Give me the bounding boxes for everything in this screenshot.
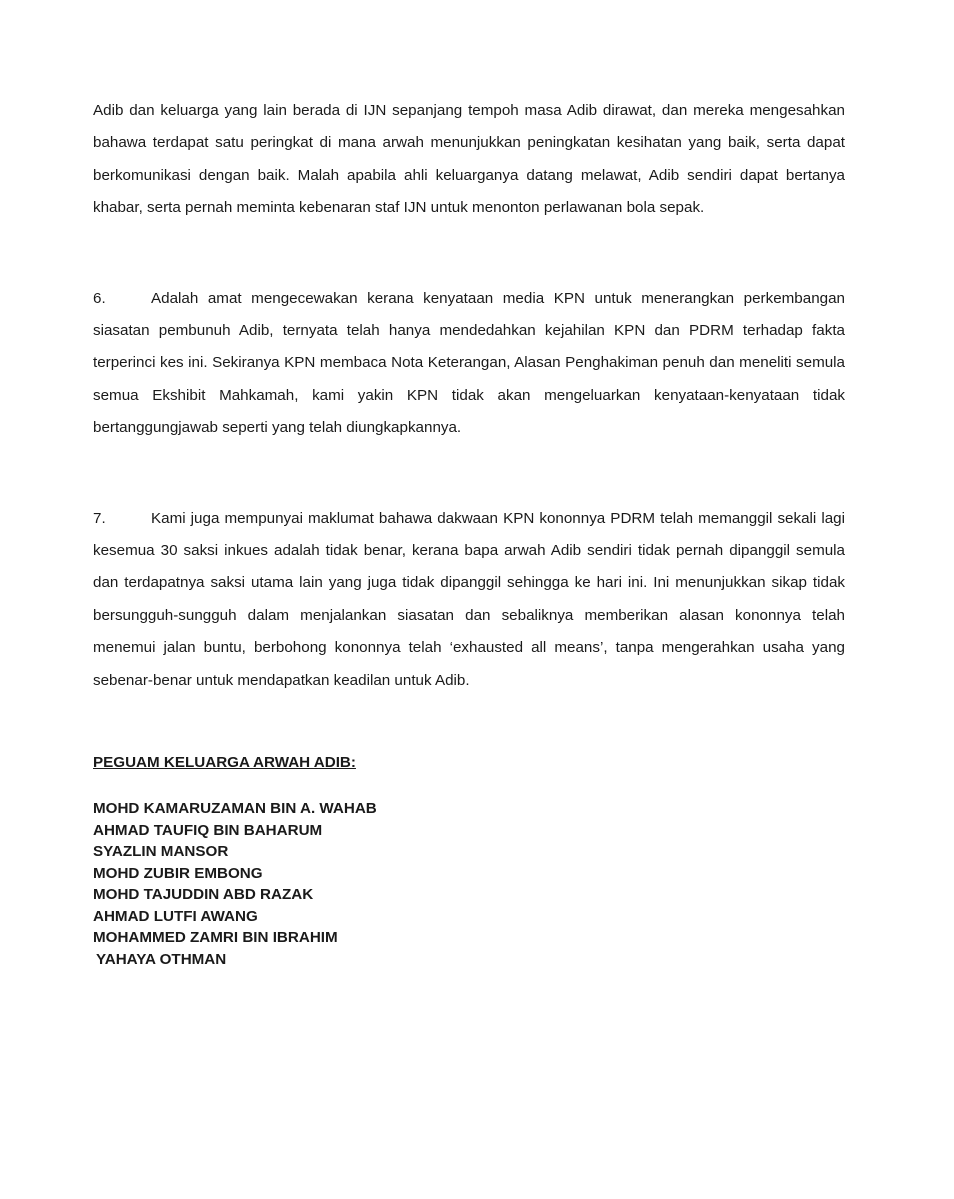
paragraph-6 — [93, 283, 845, 445]
lawyer-name: YAHAYA OTHMAN — [96, 950, 227, 968]
paragraph-7 — [93, 503, 845, 697]
lawyer-name-list — [93, 798, 845, 970]
paragraph-6-number: 6. — [93, 289, 106, 307]
paragraph-7-number: 7. — [93, 509, 106, 527]
signature-heading: PEGUAM KELUARGA ARWAH ADIB: — [93, 754, 356, 772]
lawyer-name: AHMAD TAUFIQ BIN BAHARUM — [93, 821, 323, 839]
lawyer-name: AHMAD LUTFI AWANG — [93, 907, 258, 925]
lawyer-name: MOHD ZUBIR EMBONG — [93, 864, 263, 882]
lawyer-name: MOHD TAJUDDIN ABD RAZAK — [93, 886, 314, 904]
lawyer-name: SYAZLIN MANSOR — [93, 843, 229, 861]
paragraph-6-text: Adalah amat mengecewakan kerana kenyataan media KPN untuk menerangkan perkembangan siasatan pembunuh Adib, ternyata telah hanya mendedahkan kejahilan KPN dan PDRM terhadap fakta terperinci kes ini. Sekiranya KPN membaca Nota Keterangan, Alasan Penghakiman penuh dan meneliti semula semua Ekshibit Mahkamah, kami yakin KPN tidak akan mengeluarkan kenyataan-kenyataan tidak bertanggungjawab seperti yang telah diungkapkannya. — [93, 289, 845, 437]
lawyer-name: MOHAMMED ZAMRI BIN IBRAHIM — [93, 929, 338, 947]
lawyer-name: MOHD KAMARUZAMAN BIN A. WAHAB — [93, 800, 377, 818]
document-page — [93, 95, 845, 970]
intro-paragraph: Adib dan keluarga yang lain berada di IJN sepanjang tempoh masa Adib dirawat, dan mereka mengesahkan bahawa terdapat satu peringkat di mana arwah menunjukkan peningkatan kesihatan yang baik, serta dapat berkomunikasi dengan baik. Malah apabila ahli keluarganya datang melawat, Adib sendiri dapat bertanya khabar, serta pernah meminta kebenaran staf IJN untuk menonton perlawanan bola sepak. — [93, 102, 845, 217]
signature-block — [93, 753, 845, 970]
paragraph-7-text: Kami juga mempunyai maklumat bahawa dakwaan KPN kononnya PDRM telah memanggil sekali lagi kesemua 30 saksi inkues adalah tidak benar, kerana bapa arwah Adib sendiri tidak pernah dipanggil semula dan terdapatnya saksi utama lain yang juga tidak dipanggil sehingga ke hari ini. Ini menunjukkan sikap tidak bersungguh-sungguh dalam menjalankan siasatan dan sebaliknya memberikan alasan kononnya telah menemui jalan buntu, berbohong kononnya telah ‘exhausted all means’, tanpa mengerahkan usaha yang sebenar-benar untuk mendapatkan keadilan untuk Adib. — [93, 509, 845, 689]
